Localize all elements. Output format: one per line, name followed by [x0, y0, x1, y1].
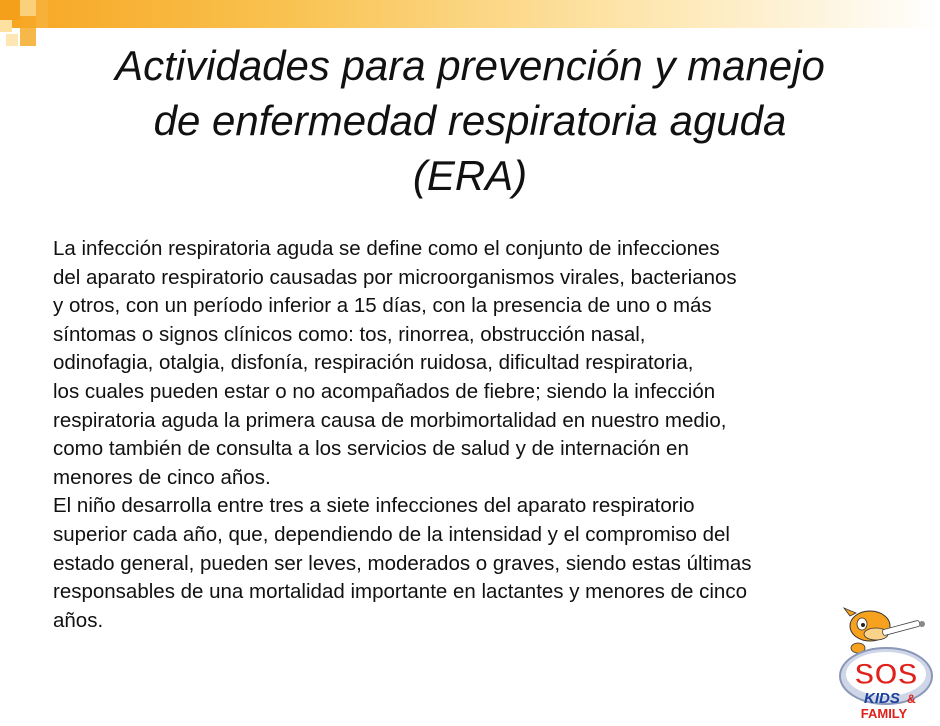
- body-line: estado general, pueden ser leves, moderados o graves, siendo estas últimas: [53, 551, 752, 575]
- title-line: de enfermedad respiratoria aguda: [153, 97, 787, 144]
- body-line: El niño desarrolla entre tres a siete infecciones del aparato respiratorio: [53, 494, 695, 518]
- body-line: como también de consulta a los servicios de salud y de internación en: [53, 437, 689, 461]
- logo-sos-text: SOS: [854, 658, 918, 691]
- body-line: La infección respiratoria aguda se define como el conjunto de infecciones: [53, 237, 720, 260]
- logo-amp-text: &: [907, 692, 916, 706]
- body-line: respiratoria aguda la primera causa de morbimortalidad en nuestro medio,: [53, 408, 727, 432]
- body-line: odinofagia, otalgia, disfonía, respiración ruidosa, dificultad respiratoria,: [53, 351, 694, 375]
- body-line: años.: [53, 608, 104, 632]
- logo-family-text: FAMILY: [860, 706, 908, 721]
- body-line: síntomas o signos clínicos como: tos, rinorrea, obstrucción nasal,: [53, 322, 646, 346]
- decorative-square: [20, 0, 36, 16]
- body-line: superior cada año, que, dependiendo de la intensidad y el compromiso del: [53, 522, 730, 546]
- title-line: (ERA): [412, 152, 528, 199]
- slide-body-text: [53, 235, 883, 635]
- logo-kids-text: KIDS: [864, 690, 900, 707]
- body-line: responsables de una mortalidad importante en lactantes y menores de cinco: [53, 580, 747, 604]
- slide-title: [30, 38, 910, 203]
- decorative-square: [0, 0, 20, 20]
- decorative-square: [36, 0, 48, 28]
- title-line: Actividades para prevención y manejo: [115, 42, 825, 89]
- body-line: y otros, con un período inferior a 15 días, con la presencia de uno o más: [53, 294, 712, 318]
- decorative-square: [0, 20, 12, 32]
- body-line: menores de cinco años.: [53, 465, 271, 489]
- sos-kids-family-logo: [834, 604, 934, 722]
- body-line: del aparato respiratorio causadas por microorganismos virales, bacterianos: [53, 265, 737, 289]
- mascot-icon: [844, 608, 925, 653]
- body-line: los cuales pueden estar o no acompañados de fiebre; siendo la infección: [53, 379, 716, 403]
- top-decorative-bar: [0, 0, 940, 28]
- decorative-square: [6, 34, 18, 46]
